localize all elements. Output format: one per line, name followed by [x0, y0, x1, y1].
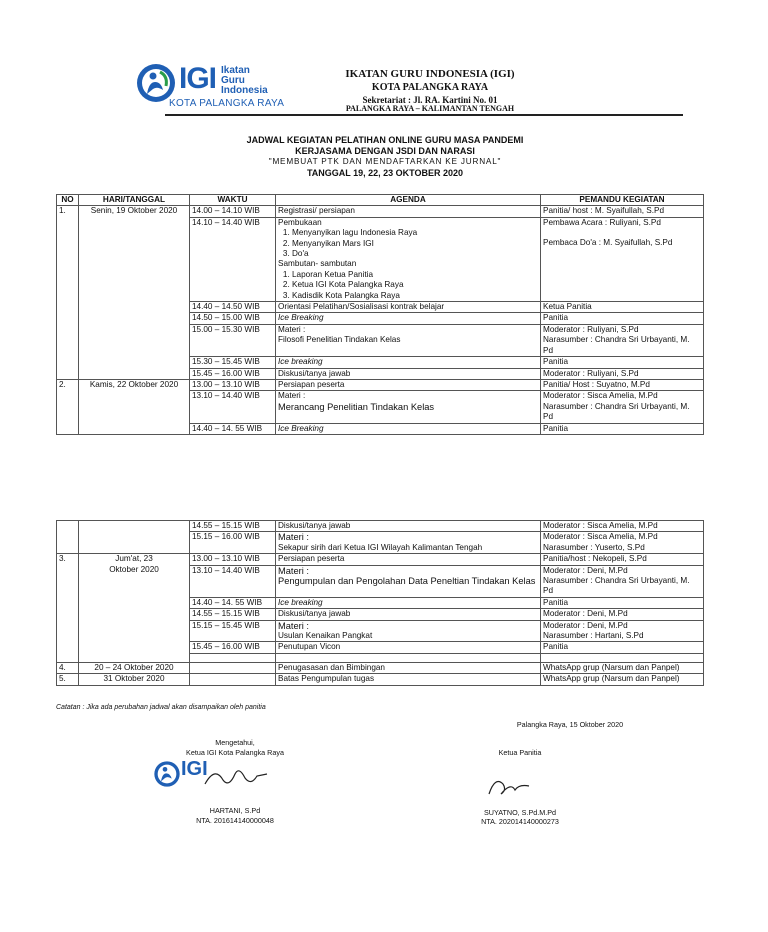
logo-abbr: IGI: [179, 62, 217, 95]
logo-city: KOTA PALANGKA RAYA: [169, 98, 285, 109]
doc-title-line3: "MEMBUAT PTK DAN MENDAFTARKAN KE JURNAL": [268, 157, 502, 166]
row-time: 13.10 – 14.40 WIB: [190, 391, 276, 423]
table-row: [57, 206, 704, 217]
empty-cell: [276, 653, 541, 662]
signature-icon: [485, 770, 535, 800]
table-row: [57, 521, 704, 532]
table-header-row: [57, 195, 704, 206]
row-guide: Panitia/host : Nekopeli, S.Pd: [541, 554, 704, 565]
row-time: 15.15 – 16.00 WIB: [190, 532, 276, 554]
row-time: 15.30 – 15.45 WIB: [190, 357, 276, 368]
schedule-table-part2: [56, 520, 704, 686]
logo-word: Indonesia: [221, 85, 268, 96]
row-agenda: Persiapan peserta: [276, 379, 541, 390]
guide-line: Moderator : Ruliyani, S.Pd: [543, 324, 639, 334]
guide-line: Narasumber : Yuserto, S.Pd: [543, 542, 645, 552]
row-guide: Panitia: [541, 357, 704, 368]
list-item: 3. Kadisdik Kota Palangka Raya: [292, 291, 538, 301]
left-sign-nta: NTA. 201614140000048: [196, 816, 274, 825]
row-agenda: Diskusi/tanya jawab: [276, 368, 541, 379]
row-time: 14.40 – 14. 55 WIB: [190, 423, 276, 434]
speech-list: [278, 270, 538, 301]
agenda-line: Sekapur sirih dari Ketua IGI Wilayah Kalimantan Tengah: [278, 542, 483, 552]
doc-title-line4: TANGGAL 19, 22, 23 OKTOBER 2020: [306, 168, 464, 178]
agenda-title: Pembukaan: [278, 217, 322, 227]
row-date: Jum'at, 23 Oktober 2020: [79, 554, 190, 663]
agenda-line: Materi :: [278, 391, 306, 401]
left-sign-line1: Mengetahui,: [215, 738, 255, 747]
row-time: 15.15 – 15.45 WIB: [190, 620, 276, 642]
row-guide: Panitia: [541, 423, 704, 434]
footnote: Catatan : Jika ada perubahan jadwal akan disampaikan oleh panitia: [56, 704, 266, 711]
table-row: [57, 554, 704, 565]
stamp-logo: [153, 758, 273, 794]
row-agenda: Ice Breaking: [276, 423, 541, 434]
guide-line: Moderator : Sisca Amelia, M.Pd: [543, 391, 658, 401]
row-agenda: Ice Breaking: [276, 313, 541, 324]
row-agenda: Penutupan Vicon: [276, 642, 541, 653]
agenda-line: Materi :: [278, 620, 309, 631]
place-date: Palangka Raya, 15 Oktober 2020: [516, 720, 624, 729]
row-no-empty: [57, 521, 79, 554]
guide-line: Narasumber : Chandra Sri Urbayanti, M. Pd: [543, 401, 690, 422]
agenda-line: Filosofi Penelitian Tindakan Kelas: [278, 335, 401, 345]
right-sign-line1: Ketua Panitia: [498, 748, 542, 757]
guide-line: Narasumber : Hartani, S.Pd: [543, 631, 644, 641]
row-date: 20 – 24 Oktober 2020: [79, 662, 190, 673]
row-time: 14.00 – 14.10 WIB: [190, 206, 276, 217]
right-sign-nta: NTA. 202014140000273: [481, 817, 559, 826]
row-time-empty: [190, 674, 276, 685]
row-agenda: [276, 217, 541, 301]
stamp-abbr: IGI: [181, 758, 208, 780]
row-guide: [541, 532, 704, 554]
row-guide: Panitia/ Host : Suyatno, M.Pd: [541, 379, 704, 390]
row-time: 13.00 – 13.10 WIB: [190, 379, 276, 390]
row-no: 5.: [57, 674, 79, 685]
table-row: [57, 674, 704, 685]
agenda-line: Materi :: [278, 565, 309, 576]
col-header: HARI/TANGGAL: [79, 195, 190, 206]
row-agenda: Batas Pengumpulan tugas: [276, 674, 541, 685]
empty-cell: [190, 653, 276, 662]
row-guide: Ketua Panitia: [541, 302, 704, 313]
row-time: 15.00 – 15.30 WIB: [190, 324, 276, 356]
row-guide: Panitia: [541, 313, 704, 324]
row-no: 2.: [57, 379, 79, 434]
row-time: 14.55 – 15.15 WIB: [190, 609, 276, 620]
row-guide: [541, 391, 704, 423]
list-item: 2. Ketua IGI Kota Palangka Raya: [292, 280, 538, 290]
org-city: KOTA PALANGKA RAYA: [371, 82, 489, 93]
row-time: 14.10 – 14.40 WIB: [190, 217, 276, 301]
row-agenda: Ice breaking: [276, 357, 541, 368]
guide-line: Pembawa Acara : Ruliyani, S.Pd: [543, 217, 661, 227]
igi-logo: [135, 60, 295, 110]
row-agenda: Penugasasan dan Bimbingan: [276, 662, 541, 673]
logo-word: Guru: [221, 75, 245, 86]
guide-line: Narasumber : Chandra Sri Urbayanti, M. Pd: [543, 335, 690, 355]
table-row: [57, 379, 704, 390]
row-time: 15.45 – 16.00 WIB: [190, 368, 276, 379]
list-item: 2. Menyanyikan Mars IGI: [292, 239, 538, 249]
list-item: 3. Do'a: [292, 249, 538, 259]
right-sign-name: SUYATNO, S.Pd.M.Pd: [483, 808, 557, 817]
row-guide: [541, 217, 704, 301]
org-name: IKATAN GURU INDONESIA (IGI): [345, 68, 515, 80]
row-guide: Panitia: [541, 597, 704, 608]
row-time: 13.00 – 13.10 WIB: [190, 554, 276, 565]
row-agenda: [276, 324, 541, 356]
schedule-table-part1: [56, 194, 704, 435]
row-time: 14.40 – 14.50 WIB: [190, 302, 276, 313]
row-time: 14.40 – 14. 55 WIB: [190, 597, 276, 608]
row-guide: [541, 565, 704, 597]
row-guide: Panitia: [541, 642, 704, 653]
row-no: 4.: [57, 662, 79, 673]
row-no: 3.: [57, 554, 79, 663]
row-agenda: Persiapan peserta: [276, 554, 541, 565]
row-guide: Moderator : Deni, M.Pd: [541, 609, 704, 620]
row-guide: WhatsApp grup (Narsum dan Panpel): [541, 674, 704, 685]
row-agenda: [276, 565, 541, 597]
guide-line: Narasumber : Chandra Sri Urbayanti, M. Pd: [543, 576, 690, 596]
row-agenda: Diskusi/tanya jawab: [276, 609, 541, 620]
row-guide: Moderator : Ruliyani, S.Pd: [541, 368, 704, 379]
signature-icon: [201, 762, 271, 792]
list-item: 1. Menyanyikan lagu Indonesia Raya: [292, 228, 538, 238]
empty-cell: [541, 653, 704, 662]
doc-title-line1: JADWAL KEGIATAN PELATIHAN ONLINE GURU MASA PANDEMI: [246, 135, 524, 145]
guide-line: Pembaca Do'a : M. Syaifullah, S.Pd: [543, 238, 673, 248]
agenda-subtitle: Sambutan- sambutan: [278, 259, 357, 269]
table-row: [57, 662, 704, 673]
row-date-empty: [79, 521, 190, 554]
left-sign-line2: Ketua IGI Kota Palangka Raya: [186, 748, 284, 757]
row-guide: Panitia/ host : M. Syaifullah, S.Pd: [541, 206, 704, 217]
list-item: 1. Laporan Ketua Panitia: [292, 270, 538, 280]
row-guide: [541, 620, 704, 642]
agenda-line: Materi :: [278, 324, 306, 334]
agenda-line: Materi :: [278, 532, 309, 543]
row-no: 1.: [57, 206, 79, 380]
opening-list: [278, 228, 538, 259]
row-date: Senin, 19 Oktober 2020: [79, 206, 190, 380]
agenda-line: Usulan Kenaikan Pangkat: [278, 631, 373, 641]
row-guide: WhatsApp grup (Narsum dan Panpel): [541, 662, 704, 673]
row-time-empty: [190, 662, 276, 673]
row-time: 14.50 – 15.00 WIB: [190, 313, 276, 324]
row-time: 13.10 – 14.40 WIB: [190, 565, 276, 597]
guide-line: Moderator : Sisca Amelia, M.Pd: [543, 532, 658, 542]
agenda-line: Merancang Penelitian Tindakan Kelas: [278, 401, 435, 412]
col-header: PEMANDU KEGIATAN: [541, 195, 704, 206]
letterhead-divider: [165, 114, 683, 116]
row-guide: Moderator : Sisca Amelia, M.Pd: [541, 521, 704, 532]
row-agenda: [276, 532, 541, 554]
left-sign-name: HARTANI, S.Pd: [209, 806, 261, 815]
row-date: Kamis, 22 Oktober 2020: [79, 379, 190, 434]
guide-line: Moderator : Deni, M.Pd: [543, 565, 628, 575]
row-agenda: [276, 391, 541, 423]
col-header: NO: [57, 195, 79, 206]
doc-title-line2: KERJASAMA DENGAN JSDI DAN NARASI: [295, 146, 475, 156]
org-region: PALANGKA RAYA – KALIMANTAN TENGAH: [345, 104, 515, 113]
row-agenda: [276, 620, 541, 642]
logo-word: Ikatan: [221, 65, 250, 76]
row-agenda: Diskusi/tanya jawab: [276, 521, 541, 532]
row-guide: [541, 324, 704, 356]
guide-line: Moderator : Deni, M.Pd: [543, 620, 628, 630]
col-header: WAKTU: [190, 195, 276, 206]
logo-words: [221, 66, 268, 96]
row-date: 31 Oktober 2020: [79, 674, 190, 685]
agenda-line: Pengumpulan dan Pengolahan Data Peneltian Tindakan Kelas: [278, 576, 536, 587]
row-time: 15.45 – 16.00 WIB: [190, 642, 276, 653]
row-agenda: Registrasi/ persiapan: [276, 206, 541, 217]
igi-emblem-icon: [153, 760, 181, 788]
row-agenda: Ice breaking: [276, 597, 541, 608]
row-time: 14.55 – 15.15 WIB: [190, 521, 276, 532]
org-address: Sekretariat : Jl. RA. Kartini No. 01: [362, 95, 498, 105]
col-header: AGENDA: [276, 195, 541, 206]
row-agenda: Orientasi Pelatihan/Sosialisasi kontrak belajar: [276, 302, 541, 313]
